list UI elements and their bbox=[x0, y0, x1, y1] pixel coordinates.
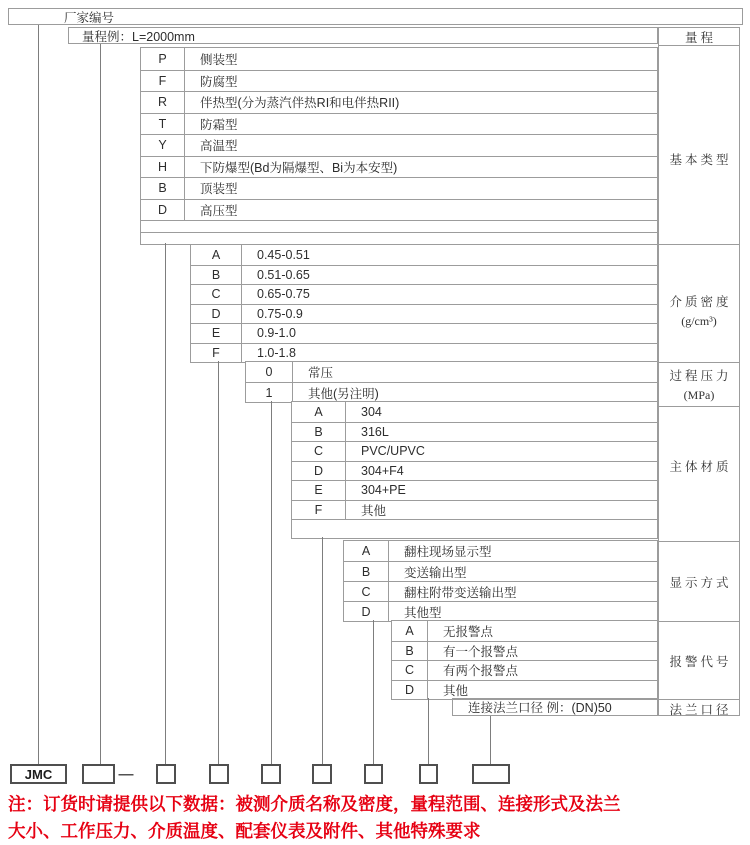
model-box-blank bbox=[312, 764, 332, 784]
display-code: C bbox=[344, 582, 389, 601]
material-value: 其他 bbox=[361, 503, 387, 518]
table-row bbox=[141, 156, 657, 178]
table-row bbox=[292, 461, 657, 481]
basic-type-code: B bbox=[141, 178, 185, 199]
model-box-blank bbox=[419, 764, 438, 784]
connector-line bbox=[428, 698, 429, 764]
density-code: C bbox=[191, 285, 242, 304]
basic-type-table bbox=[140, 47, 658, 245]
order-note-line1: 注：订货时请提供以下数据：被测介质名称及密度，量程范围、连接形式及法兰 bbox=[8, 794, 621, 814]
table-row bbox=[191, 245, 657, 265]
label-range: 量程 bbox=[684, 30, 716, 45]
pressure-value: 其他(另注明) bbox=[308, 386, 379, 401]
connector-line bbox=[490, 716, 491, 764]
table-row bbox=[292, 422, 657, 442]
table-row bbox=[246, 362, 657, 382]
density-value: 0.45-0.51 bbox=[257, 247, 310, 262]
table-row bbox=[344, 541, 657, 561]
connector-line bbox=[373, 620, 374, 764]
order-note-line2: 大小、工作压力、介质温度、配套仪表及附件、其他特殊要求 bbox=[8, 821, 481, 841]
table-row bbox=[292, 402, 657, 422]
pressure-table bbox=[245, 361, 658, 403]
range-row bbox=[68, 27, 658, 44]
connector-line bbox=[100, 44, 101, 764]
model-box-blank bbox=[82, 764, 115, 784]
table-row bbox=[191, 304, 657, 324]
alarm-code: B bbox=[392, 642, 428, 661]
density-table bbox=[190, 244, 658, 363]
table-row bbox=[292, 480, 657, 500]
label-basic-type: 基本类型 bbox=[659, 45, 739, 244]
density-code: F bbox=[191, 344, 242, 363]
alarm-code: D bbox=[392, 681, 428, 700]
table-row bbox=[392, 621, 657, 641]
basic-type-code: Y bbox=[141, 135, 185, 156]
label-flange-size: 法兰口径 bbox=[659, 699, 739, 717]
density-code: D bbox=[191, 305, 242, 324]
model-box-blank bbox=[156, 764, 176, 784]
connector-line bbox=[218, 361, 219, 764]
basic-type-value: 防腐型 bbox=[200, 74, 238, 89]
table-row bbox=[141, 199, 657, 221]
table-row-empty bbox=[292, 519, 657, 538]
basic-type-code: R bbox=[141, 92, 185, 113]
material-code: E bbox=[292, 481, 346, 500]
material-code: C bbox=[292, 442, 346, 461]
density-code: E bbox=[191, 324, 242, 343]
display-value: 翻柱附带变送输出型 bbox=[404, 585, 517, 600]
display-value: 其他型 bbox=[404, 605, 442, 620]
manufacturer-row bbox=[8, 8, 743, 25]
material-value: 316L bbox=[361, 424, 389, 439]
pressure-value: 常压 bbox=[308, 366, 334, 380]
model-dash: — bbox=[118, 765, 134, 783]
table-row bbox=[191, 343, 657, 363]
model-box-blank bbox=[209, 764, 229, 784]
display-value: 翻柱现场显示型 bbox=[404, 545, 492, 559]
table-row bbox=[344, 601, 657, 621]
alarm-value: 无报警点 bbox=[443, 624, 494, 639]
material-value: 304+PE bbox=[361, 483, 406, 498]
table-row-empty bbox=[141, 220, 657, 232]
connector-line bbox=[38, 25, 39, 764]
basic-type-code: D bbox=[141, 200, 185, 221]
table-row bbox=[392, 641, 657, 661]
table-row bbox=[292, 441, 657, 461]
basic-type-value: 防霜型 bbox=[200, 117, 238, 132]
display-mode-table bbox=[343, 540, 658, 622]
alarm-table bbox=[391, 620, 658, 700]
material-code: A bbox=[292, 402, 346, 422]
display-code: A bbox=[344, 541, 389, 561]
flange-size-text: 连接法兰口径 例：(DN)50 bbox=[468, 701, 612, 715]
manufacturer-label: 厂家编号 bbox=[64, 10, 115, 25]
table-row bbox=[344, 581, 657, 601]
basic-type-value: 高温型 bbox=[200, 139, 238, 154]
pressure-code: 1 bbox=[246, 383, 293, 402]
connector-line bbox=[165, 243, 166, 764]
connector-line bbox=[271, 401, 272, 764]
table-row bbox=[141, 134, 657, 156]
alarm-code: C bbox=[392, 661, 428, 680]
order-note bbox=[8, 791, 748, 845]
material-value: 304 bbox=[361, 404, 382, 419]
table-row bbox=[141, 70, 657, 92]
table-row bbox=[246, 382, 657, 402]
basic-type-value: 伴热型(分为蒸汽伴热RI和电伴热RII) bbox=[200, 96, 400, 111]
label-density: 介质密度 (g/cm³) bbox=[659, 244, 739, 362]
material-code: F bbox=[292, 501, 346, 520]
density-code: A bbox=[191, 245, 242, 265]
density-value: 0.75-0.9 bbox=[257, 306, 303, 321]
label-pressure: 过程压力 (MPa) bbox=[659, 362, 739, 406]
alarm-value: 其他 bbox=[443, 683, 469, 698]
label-display-mode: 显示方式 bbox=[659, 541, 739, 621]
density-value: 1.0-1.8 bbox=[257, 345, 296, 360]
range-example-text: 量程例：L=2000mm bbox=[82, 29, 195, 44]
table-row bbox=[141, 113, 657, 135]
alarm-value: 有一个报警点 bbox=[443, 644, 519, 659]
table-row-empty bbox=[141, 232, 657, 244]
density-value: 0.9-1.0 bbox=[257, 326, 296, 341]
model-box-blank bbox=[364, 764, 383, 784]
basic-type-value: 下防爆型(Bd为隔爆型、Bi为本安型) bbox=[200, 160, 398, 175]
material-table bbox=[291, 401, 658, 539]
model-box-prefix: JMC bbox=[10, 764, 67, 784]
density-value: 0.51-0.65 bbox=[257, 267, 310, 282]
material-value: 304+F4 bbox=[361, 463, 404, 478]
label-alarm-code: 报警代号 bbox=[659, 621, 739, 699]
density-value: 0.65-0.75 bbox=[257, 287, 310, 302]
basic-type-code: T bbox=[141, 114, 185, 135]
basic-type-code: P bbox=[141, 48, 185, 70]
material-code: D bbox=[292, 462, 346, 481]
table-row bbox=[191, 265, 657, 285]
basic-type-code: F bbox=[141, 71, 185, 92]
table-row bbox=[344, 561, 657, 581]
alarm-value: 有两个报警点 bbox=[443, 664, 519, 679]
material-value: PVC/UPVC bbox=[361, 444, 425, 459]
table-row bbox=[191, 323, 657, 343]
material-code: B bbox=[292, 423, 346, 442]
density-code: B bbox=[191, 266, 242, 285]
display-value: 变送输出型 bbox=[404, 565, 467, 580]
basic-type-value: 顶装型 bbox=[200, 182, 238, 197]
pressure-code: 0 bbox=[246, 362, 293, 382]
table-row bbox=[392, 680, 657, 700]
basic-type-code: H bbox=[141, 157, 185, 178]
basic-type-value: 侧装型 bbox=[200, 52, 238, 67]
model-box-blank bbox=[261, 764, 281, 784]
display-code: B bbox=[344, 562, 389, 581]
label-material: 主体材质 bbox=[659, 406, 739, 541]
basic-type-value: 高压型 bbox=[200, 203, 238, 218]
connector-line bbox=[322, 537, 323, 764]
display-code: D bbox=[344, 602, 389, 621]
table-row bbox=[191, 284, 657, 304]
table-row bbox=[141, 177, 657, 199]
alarm-code: A bbox=[392, 621, 428, 641]
table-row bbox=[141, 48, 657, 70]
category-label-column bbox=[658, 27, 740, 716]
table-row bbox=[392, 660, 657, 680]
model-box-blank bbox=[472, 764, 510, 784]
flange-size-row bbox=[452, 698, 658, 716]
table-row bbox=[292, 500, 657, 520]
table-row bbox=[141, 91, 657, 113]
